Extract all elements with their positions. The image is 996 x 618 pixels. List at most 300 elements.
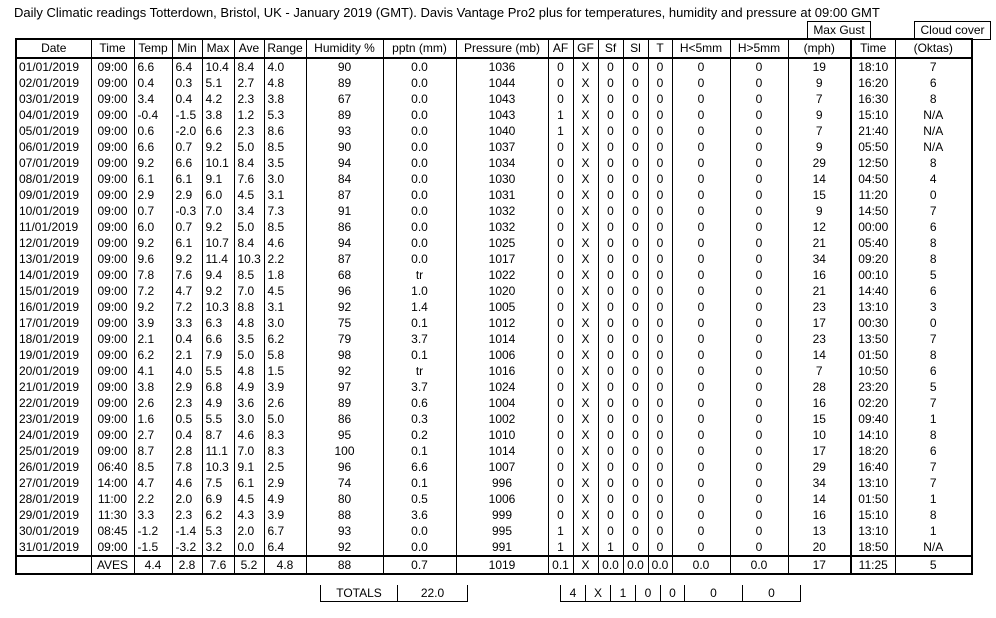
table-cell: 21:40 bbox=[851, 123, 895, 139]
table-cell: 4.5 bbox=[264, 283, 306, 299]
table-cell: 0 bbox=[730, 507, 788, 523]
table-cell: 2.1 bbox=[172, 347, 202, 363]
table-cell: 6 bbox=[895, 219, 972, 235]
table-cell: 0 bbox=[598, 171, 623, 187]
table-cell: 3.1 bbox=[264, 299, 306, 315]
table-cell: 0 bbox=[672, 139, 730, 155]
table-cell: 8.5 bbox=[134, 459, 172, 475]
column-header: Sl bbox=[623, 39, 648, 58]
table-cell: 0 bbox=[730, 267, 788, 283]
table-cell: 29 bbox=[788, 459, 851, 475]
column-header: Sf bbox=[598, 39, 623, 58]
table-cell: 0 bbox=[672, 171, 730, 187]
table-cell: 0 bbox=[672, 491, 730, 507]
table-cell: 8.5 bbox=[234, 267, 264, 283]
table-cell: 8 bbox=[895, 155, 972, 171]
table-cell: 2.0 bbox=[172, 491, 202, 507]
table-cell: 5 bbox=[895, 379, 972, 395]
table-cell: 9.2 bbox=[134, 155, 172, 171]
column-header: pptn (mm) bbox=[383, 39, 456, 58]
table-cell: 24/01/2019 bbox=[16, 427, 91, 443]
table-row bbox=[16, 491, 972, 507]
table-cell: 0 bbox=[648, 475, 672, 491]
table-cell: 3.6 bbox=[383, 507, 456, 523]
table-cell: 5.0 bbox=[264, 411, 306, 427]
table-cell: 4.6 bbox=[234, 427, 264, 443]
averages-cell: 0.7 bbox=[383, 556, 456, 574]
table-cell: 7 bbox=[788, 363, 851, 379]
table-cell: 3.3 bbox=[172, 315, 202, 331]
table-cell: 0 bbox=[548, 171, 573, 187]
table-cell: 12 bbox=[788, 219, 851, 235]
table-cell: 0 bbox=[672, 107, 730, 123]
table-cell: 84 bbox=[306, 171, 383, 187]
column-header: Time bbox=[851, 39, 895, 58]
table-cell: -1.2 bbox=[134, 523, 172, 539]
table-cell: X bbox=[573, 315, 598, 331]
table-cell: 0 bbox=[623, 283, 648, 299]
table-cell: 28 bbox=[788, 379, 851, 395]
table-cell: 0 bbox=[623, 443, 648, 459]
table-cell: 06/01/2019 bbox=[16, 139, 91, 155]
table-cell: 09:00 bbox=[91, 299, 134, 315]
table-cell: 0 bbox=[548, 427, 573, 443]
table-cell: 09:00 bbox=[91, 187, 134, 203]
table-cell: 0 bbox=[623, 491, 648, 507]
table-cell: 0 bbox=[672, 379, 730, 395]
table-cell: 0 bbox=[672, 539, 730, 556]
averages-cell: 5 bbox=[895, 556, 972, 574]
table-cell: 0.6 bbox=[134, 123, 172, 139]
table-cell: 1043 bbox=[456, 91, 548, 107]
table-cell: 93 bbox=[306, 523, 383, 539]
table-cell: 0 bbox=[648, 171, 672, 187]
table-cell: 4.6 bbox=[172, 475, 202, 491]
table-cell: 5.5 bbox=[202, 363, 234, 379]
table-cell: 09:00 bbox=[91, 75, 134, 91]
table-row bbox=[16, 507, 972, 523]
table-cell: 16 bbox=[788, 395, 851, 411]
column-header: Pressure (mb) bbox=[456, 39, 548, 58]
table-cell: 0 bbox=[895, 187, 972, 203]
table-cell: 0 bbox=[648, 491, 672, 507]
totals-t: 0 bbox=[660, 585, 685, 602]
table-cell: 1 bbox=[548, 107, 573, 123]
table-cell: 4 bbox=[895, 171, 972, 187]
table-cell: 9.2 bbox=[202, 283, 234, 299]
table-cell: 4.3 bbox=[234, 507, 264, 523]
table-cell: 0 bbox=[598, 58, 623, 75]
table-cell: 0.1 bbox=[383, 315, 456, 331]
table-cell: 1024 bbox=[456, 379, 548, 395]
table-cell: 1.4 bbox=[383, 299, 456, 315]
table-cell: X bbox=[573, 75, 598, 91]
table-cell: 16 bbox=[788, 267, 851, 283]
table-cell: 0 bbox=[548, 331, 573, 347]
table-cell: 5 bbox=[895, 267, 972, 283]
table-cell: 0 bbox=[598, 267, 623, 283]
table-cell: 0.5 bbox=[172, 411, 202, 427]
table-cell: 0 bbox=[598, 283, 623, 299]
table-cell: X bbox=[573, 491, 598, 507]
table-cell: 0 bbox=[548, 58, 573, 75]
table-cell: 0 bbox=[598, 411, 623, 427]
table-row bbox=[16, 331, 972, 347]
table-cell: 25/01/2019 bbox=[16, 443, 91, 459]
table-cell: X bbox=[573, 411, 598, 427]
table-cell: 86 bbox=[306, 411, 383, 427]
table-cell: 0 bbox=[730, 58, 788, 75]
table-cell: 0 bbox=[598, 75, 623, 91]
table-cell: 06:40 bbox=[91, 459, 134, 475]
table-cell: 7 bbox=[895, 395, 972, 411]
table-cell: 0 bbox=[648, 58, 672, 75]
table-cell: 97 bbox=[306, 379, 383, 395]
totals-sf: 1 bbox=[610, 585, 636, 602]
table-row bbox=[16, 58, 972, 75]
table-cell: 0 bbox=[730, 299, 788, 315]
column-header: Humidity % bbox=[306, 39, 383, 58]
table-cell: 0.0 bbox=[383, 91, 456, 107]
table-cell: 09:00 bbox=[91, 411, 134, 427]
table-row bbox=[16, 347, 972, 363]
table-cell: 6 bbox=[895, 443, 972, 459]
table-cell: 0 bbox=[623, 203, 648, 219]
table-cell: 18:50 bbox=[851, 539, 895, 556]
table-cell: 9 bbox=[788, 107, 851, 123]
table-cell: 6.1 bbox=[172, 171, 202, 187]
table-cell: X bbox=[573, 459, 598, 475]
table-cell: 4.6 bbox=[264, 235, 306, 251]
table-cell: 1020 bbox=[456, 283, 548, 299]
column-header: Temp bbox=[134, 39, 172, 58]
table-cell: 0.3 bbox=[172, 75, 202, 91]
averages-cell: 0.1 bbox=[548, 556, 573, 574]
table-cell: 2.8 bbox=[172, 443, 202, 459]
table-cell: 75 bbox=[306, 315, 383, 331]
table-cell: 0 bbox=[623, 139, 648, 155]
table-cell: 6.6 bbox=[134, 139, 172, 155]
table-cell: X bbox=[573, 443, 598, 459]
table-cell: 2.7 bbox=[134, 427, 172, 443]
table-cell: 9.6 bbox=[134, 251, 172, 267]
table-row bbox=[16, 75, 972, 91]
table-cell: 0 bbox=[730, 539, 788, 556]
column-header: Ave bbox=[234, 39, 264, 58]
table-cell: 3.8 bbox=[264, 91, 306, 107]
table-cell: 20/01/2019 bbox=[16, 363, 91, 379]
table-cell: N/A bbox=[895, 107, 972, 123]
table-cell: 0 bbox=[672, 443, 730, 459]
table-cell: 1040 bbox=[456, 123, 548, 139]
table-cell: 0 bbox=[548, 363, 573, 379]
table-cell: 14:10 bbox=[851, 427, 895, 443]
table-cell: 7 bbox=[788, 91, 851, 107]
table-cell: 8 bbox=[895, 91, 972, 107]
table-cell: 09:00 bbox=[91, 283, 134, 299]
table-cell: 87 bbox=[306, 187, 383, 203]
table-cell: 1 bbox=[548, 523, 573, 539]
table-cell: 6.6 bbox=[172, 155, 202, 171]
table-cell: 6.7 bbox=[264, 523, 306, 539]
table-cell: 0.6 bbox=[383, 395, 456, 411]
table-cell: 07/01/2019 bbox=[16, 155, 91, 171]
table-cell: 1006 bbox=[456, 491, 548, 507]
table-cell: 0 bbox=[730, 75, 788, 91]
table-cell: 0.7 bbox=[134, 203, 172, 219]
table-cell: 02/01/2019 bbox=[16, 75, 91, 91]
table-cell: 0 bbox=[598, 507, 623, 523]
table-cell: 8 bbox=[895, 251, 972, 267]
table-cell: 6.8 bbox=[202, 379, 234, 395]
table-cell: 0 bbox=[548, 347, 573, 363]
table-cell: 05:50 bbox=[851, 139, 895, 155]
table-cell: 0 bbox=[730, 427, 788, 443]
table-cell: 7 bbox=[895, 203, 972, 219]
table-row bbox=[16, 107, 972, 123]
table-cell: 0.1 bbox=[383, 443, 456, 459]
table-cell: 6.0 bbox=[134, 219, 172, 235]
table-cell: 7.5 bbox=[202, 475, 234, 491]
table-cell: 09:40 bbox=[851, 411, 895, 427]
table-cell: 0 bbox=[648, 123, 672, 139]
table-cell: 15/01/2019 bbox=[16, 283, 91, 299]
table-cell: 0 bbox=[672, 427, 730, 443]
table-cell: 9.2 bbox=[172, 251, 202, 267]
table-cell: 0 bbox=[730, 411, 788, 427]
table-cell: 6.3 bbox=[202, 315, 234, 331]
table-cell: 0 bbox=[730, 395, 788, 411]
table-cell: X bbox=[573, 347, 598, 363]
table-cell: 8.4 bbox=[234, 155, 264, 171]
table-cell: N/A bbox=[895, 123, 972, 139]
table-cell: 996 bbox=[456, 475, 548, 491]
table-cell: -0.3 bbox=[172, 203, 202, 219]
table-cell: 0 bbox=[548, 315, 573, 331]
table-cell: 4.5 bbox=[234, 491, 264, 507]
table-cell: 6 bbox=[895, 363, 972, 379]
cloud-cover-header: Cloud cover bbox=[914, 21, 991, 40]
table-cell: 90 bbox=[306, 139, 383, 155]
table-cell: 1044 bbox=[456, 75, 548, 91]
column-header: (Oktas) bbox=[895, 39, 972, 58]
table-cell: 23 bbox=[788, 299, 851, 315]
table-cell: 6.4 bbox=[172, 58, 202, 75]
table-cell: 0 bbox=[648, 75, 672, 91]
table-cell: 1032 bbox=[456, 203, 548, 219]
table-cell: 1037 bbox=[456, 139, 548, 155]
table-cell: 7.2 bbox=[134, 283, 172, 299]
table-cell: 3 bbox=[895, 299, 972, 315]
table-cell: 10.1 bbox=[202, 155, 234, 171]
table-cell: 19 bbox=[788, 58, 851, 75]
table-cell: 00:00 bbox=[851, 219, 895, 235]
table-cell: X bbox=[573, 107, 598, 123]
table-row bbox=[16, 363, 972, 379]
table-cell: -1.5 bbox=[172, 107, 202, 123]
table-cell: 0 bbox=[598, 219, 623, 235]
table-cell: 0 bbox=[648, 507, 672, 523]
averages-cell: 0.0 bbox=[598, 556, 623, 574]
table-cell: 0 bbox=[672, 331, 730, 347]
table-cell: 1 bbox=[548, 123, 573, 139]
table-cell: 13/01/2019 bbox=[16, 251, 91, 267]
table-cell: 0 bbox=[548, 267, 573, 283]
table-cell: 6 bbox=[895, 283, 972, 299]
table-cell: 10.7 bbox=[202, 235, 234, 251]
table-cell: 0 bbox=[672, 75, 730, 91]
averages-cell: 0.0 bbox=[730, 556, 788, 574]
table-cell: -1.5 bbox=[134, 539, 172, 556]
table-cell: 0 bbox=[598, 459, 623, 475]
table-cell: 7.0 bbox=[234, 283, 264, 299]
table-cell: 95 bbox=[306, 427, 383, 443]
table-cell: 9.2 bbox=[202, 219, 234, 235]
table-cell: 0 bbox=[730, 315, 788, 331]
table-cell: 14 bbox=[788, 171, 851, 187]
table-cell: 21 bbox=[788, 283, 851, 299]
table-cell: 17 bbox=[788, 443, 851, 459]
table-cell: 16 bbox=[788, 507, 851, 523]
table-cell: 0 bbox=[623, 299, 648, 315]
table-cell: 1.8 bbox=[264, 267, 306, 283]
table-cell: 0 bbox=[623, 187, 648, 203]
table-cell: 8.5 bbox=[264, 139, 306, 155]
table-cell: 0 bbox=[623, 331, 648, 347]
table-cell: 09:00 bbox=[91, 91, 134, 107]
table-cell: 09:00 bbox=[91, 267, 134, 283]
table-cell: X bbox=[573, 251, 598, 267]
table-cell: 0 bbox=[730, 171, 788, 187]
table-cell: 6.9 bbox=[202, 491, 234, 507]
table-row bbox=[16, 459, 972, 475]
table-cell: 0 bbox=[623, 251, 648, 267]
table-cell: N/A bbox=[895, 539, 972, 556]
table-cell: 0 bbox=[548, 379, 573, 395]
column-header: GF bbox=[573, 39, 598, 58]
table-cell: 00:30 bbox=[851, 315, 895, 331]
table-cell: 92 bbox=[306, 363, 383, 379]
table-cell: 0 bbox=[598, 251, 623, 267]
table-cell: 5.1 bbox=[202, 75, 234, 91]
table-cell: 0 bbox=[648, 203, 672, 219]
table-row bbox=[16, 283, 972, 299]
table-cell: 8 bbox=[895, 235, 972, 251]
table-cell: 0 bbox=[730, 363, 788, 379]
averages-row bbox=[16, 556, 972, 574]
table-cell: 0.0 bbox=[383, 139, 456, 155]
table-cell: 9.2 bbox=[202, 139, 234, 155]
table-cell: 1007 bbox=[456, 459, 548, 475]
table-cell: 8.3 bbox=[264, 443, 306, 459]
column-header: (mph) bbox=[788, 39, 851, 58]
table-cell: tr bbox=[383, 267, 456, 283]
table-cell: 88 bbox=[306, 507, 383, 523]
table-cell: 9.2 bbox=[134, 299, 172, 315]
column-header: AF bbox=[548, 39, 573, 58]
table-cell: 09:00 bbox=[91, 139, 134, 155]
table-cell: 96 bbox=[306, 283, 383, 299]
table-cell: 0 bbox=[598, 299, 623, 315]
table-cell: 09:00 bbox=[91, 539, 134, 556]
table-cell: X bbox=[573, 58, 598, 75]
table-cell: 4.5 bbox=[234, 187, 264, 203]
table-cell: 00:10 bbox=[851, 267, 895, 283]
table-cell: 0 bbox=[648, 315, 672, 331]
table-cell: 1.0 bbox=[383, 283, 456, 299]
table-cell: 0 bbox=[730, 283, 788, 299]
table-cell: X bbox=[573, 427, 598, 443]
table-cell: 0.4 bbox=[172, 331, 202, 347]
table-cell: 0 bbox=[730, 139, 788, 155]
table-cell: 6.1 bbox=[172, 235, 202, 251]
averages-cell: 4.4 bbox=[134, 556, 172, 574]
table-cell: 0 bbox=[598, 395, 623, 411]
table-cell: 13 bbox=[788, 523, 851, 539]
table-cell: 0 bbox=[648, 363, 672, 379]
table-cell: 0 bbox=[598, 107, 623, 123]
table-cell: 0.4 bbox=[134, 75, 172, 91]
table-cell: 15 bbox=[788, 411, 851, 427]
table-cell: 9 bbox=[788, 75, 851, 91]
table-cell: 01:50 bbox=[851, 491, 895, 507]
table-cell: 1043 bbox=[456, 107, 548, 123]
table-cell: 0 bbox=[648, 459, 672, 475]
table-cell: 21/01/2019 bbox=[16, 379, 91, 395]
table-cell: 5.3 bbox=[264, 107, 306, 123]
table-cell: 7.6 bbox=[234, 171, 264, 187]
table-cell: 09/01/2019 bbox=[16, 187, 91, 203]
table-cell: 7.2 bbox=[172, 299, 202, 315]
table-cell: 0 bbox=[730, 91, 788, 107]
table-cell: 2.3 bbox=[234, 123, 264, 139]
table-cell: X bbox=[573, 203, 598, 219]
table-cell: 0 bbox=[598, 475, 623, 491]
table-cell: 0.0 bbox=[383, 251, 456, 267]
table-row bbox=[16, 411, 972, 427]
table-cell: 30/01/2019 bbox=[16, 523, 91, 539]
table-cell: 0 bbox=[730, 347, 788, 363]
table-cell: 0.3 bbox=[383, 411, 456, 427]
table-cell: 6.4 bbox=[264, 539, 306, 556]
table-cell: 0.4 bbox=[172, 91, 202, 107]
table-cell: 03/01/2019 bbox=[16, 91, 91, 107]
table-cell: 10 bbox=[788, 427, 851, 443]
table-cell: 0 bbox=[548, 491, 573, 507]
table-cell: 92 bbox=[306, 299, 383, 315]
table-cell: 0.2 bbox=[383, 427, 456, 443]
table-cell: X bbox=[573, 299, 598, 315]
table-cell: 0 bbox=[623, 155, 648, 171]
table-cell: 3.0 bbox=[234, 411, 264, 427]
table-cell: 0 bbox=[548, 411, 573, 427]
table-cell: 09:00 bbox=[91, 363, 134, 379]
table-cell: 14:40 bbox=[851, 283, 895, 299]
table-cell: 14 bbox=[788, 491, 851, 507]
table-cell: 09:00 bbox=[91, 379, 134, 395]
table-cell: 999 bbox=[456, 507, 548, 523]
table-row bbox=[16, 155, 972, 171]
table-cell: 2.3 bbox=[234, 91, 264, 107]
table-cell: 16/01/2019 bbox=[16, 299, 91, 315]
table-cell: 18:10 bbox=[851, 58, 895, 75]
table-cell: 3.8 bbox=[134, 379, 172, 395]
table-cell: 0.0 bbox=[234, 539, 264, 556]
totals-af: 4 bbox=[560, 585, 586, 602]
table-cell: 7.9 bbox=[202, 347, 234, 363]
table-cell: 1036 bbox=[456, 58, 548, 75]
averages-cell: 0.0 bbox=[648, 556, 672, 574]
